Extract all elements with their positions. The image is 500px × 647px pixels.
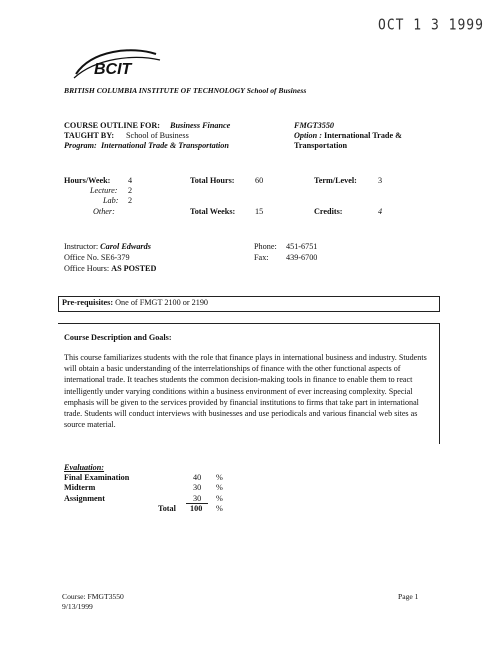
received-date-stamp: OCT 1 3 1999 (378, 16, 484, 35)
option-value-2: Transportation (294, 141, 348, 150)
footer-course: Course: FMGT3550 (62, 592, 124, 601)
other-label: Other: (93, 207, 115, 216)
lecture-value: 2 (128, 186, 133, 195)
evaluation-row-unit: % (216, 483, 223, 492)
evaluation-total-unit: % (216, 504, 223, 513)
office-hours-value: AS POSTED (111, 264, 157, 273)
term-value: 3 (378, 176, 383, 185)
fax-value: 439-6700 (286, 253, 318, 262)
hours-week-label: Hours/Week: (64, 176, 111, 185)
outline-label: COURSE OUTLINE FOR: (64, 121, 160, 130)
bcit-logo (72, 44, 164, 84)
program-value: International Trade & Transportation (101, 141, 229, 150)
school-name: School of Business (246, 86, 307, 95)
total-hours-label: Total Hours: (190, 176, 235, 185)
description-heading: Course Description and Goals: (64, 333, 172, 342)
evaluation-row-label: Assignment (64, 494, 105, 503)
prerequisites-line (62, 298, 208, 307)
term-label: Term/Level: (314, 176, 357, 185)
total-weeks-label: Total Weeks: (190, 207, 236, 216)
hours-week-value: 4 (128, 176, 133, 185)
course-code: FMGT3550 (294, 121, 335, 130)
lab-label: Lab: (103, 196, 119, 205)
institute-heading (64, 86, 306, 95)
prerequisites-label: Pre-requisites: (62, 298, 114, 307)
instructor-name: Carol Edwards (100, 242, 151, 251)
option-value-1: International Trade & (324, 131, 402, 140)
evaluation-row-value: 30 (193, 494, 202, 503)
evaluation-row-unit: % (216, 473, 223, 482)
fax-label: Fax: (254, 253, 269, 262)
evaluation-total-value: 100 (190, 504, 203, 513)
taught-label: TAUGHT BY: (64, 131, 115, 140)
credits-value: 4 (378, 207, 383, 216)
office-hours-line (64, 264, 156, 273)
description-body: This course familiarizes students with the role that finance plays in international business and industry. Students will obtain a basic understanding of the interrelationships of finance with the other functional aspects of international trade. It teaches students the common decision-making tools in finance to enable them to react intelligently under varying conditions within a business environment of ever increasing complexity. Special emphasis will be given to the services provided by financial institutions to firms that take part in international trade. Students will conduct interviews with businesses and use periodicals and various financial web sites as source material. (64, 353, 427, 430)
lecture-label: Lecture: (90, 186, 118, 195)
evaluation-heading: Evaluation: (64, 463, 105, 472)
evaluation-total-label: Total (158, 504, 176, 513)
lab-value: 2 (128, 196, 133, 205)
instructor-line (64, 242, 151, 251)
credits-label: Credits: (314, 207, 343, 216)
evaluation-row-unit: % (216, 494, 223, 503)
evaluation-total-rule (186, 492, 208, 504)
total-weeks-value: 15 (255, 207, 264, 216)
office-hours-label: Office Hours: (64, 264, 110, 273)
taught-value: School of Business (126, 131, 189, 140)
evaluation-row-value: 40 (193, 473, 202, 482)
office-number: Office No. SE6-379 (64, 253, 130, 262)
evaluation-row-label: Final Examination (64, 473, 130, 482)
prerequisites-value: One of FMGT 2100 or 2190 (115, 298, 209, 307)
logo-text: BCIT (94, 61, 132, 78)
evaluation-row-value: 30 (193, 483, 202, 492)
program-label: Program: (64, 141, 97, 150)
phone-label: Phone: (254, 242, 277, 251)
option-label: Option : (294, 131, 322, 140)
total-hours-value: 60 (255, 176, 264, 185)
outline-value: Business Finance (170, 121, 231, 130)
evaluation-row-label: Midterm (64, 483, 96, 492)
instructor-label: Instructor: (64, 242, 99, 251)
phone-value: 451-6751 (286, 242, 318, 251)
institute-name: BRITISH COLUMBIA INSTITUTE OF TECHNOLOGY (64, 86, 245, 95)
footer-date: 9/13/1999 (62, 602, 93, 611)
footer-page: Page 1 (398, 592, 419, 601)
